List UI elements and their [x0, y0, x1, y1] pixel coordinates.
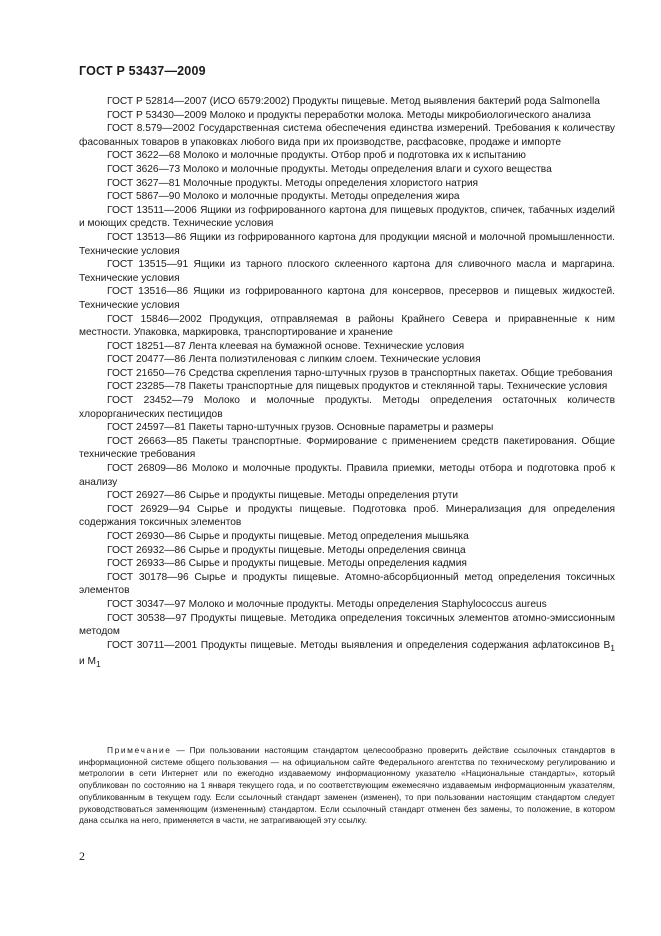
reference-item: ГОСТ 18251—87 Лента клеевая на бумажной основе. Технические условия [107, 340, 465, 352]
reference-item: ГОСТ 26929—94 Сырье и продукты пищевые. Подготовка проб. Минерализация для определения содержания токсичных элементов [79, 503, 615, 529]
reference-item: ГОСТ 13511—2006 Ящики из гофрированного картона для пищевых продуктов, спичек, табачных изделий и моющих средств. Технические условия [79, 204, 615, 230]
reference-item: ГОСТ 26930—86 Сырье и продукты пищевые. Метод определения мышьяка [107, 531, 469, 542]
reference-item: ГОСТ 8.579—2002 Государственная система обеспечения единства измерений. Требования к количеству фасованных товаров в упаковках любого вида при их производстве, расфасовке, продаже и импорте [79, 123, 615, 148]
reference-item: ГОСТ 26933—86 Сырье и продукты пищевые. Методы определения кадмия [107, 558, 467, 570]
reference-item: ГОСТ 26932—86 Сырье и продукты пищевые. Методы определения свинца [107, 544, 466, 556]
reference-item: ГОСТ 26809—86 Молоко и молочные продукты. Правила приемки, методы отбора и подготовка проб к анализу [79, 463, 615, 488]
reference-item: ГОСТ 26663—85 Пакеты транспортные. Формирование с применением средств пакетирования. Общие технические требования [79, 435, 615, 461]
reference-item: ГОСТ 30178—96 Сырье и продукты пищевые. Атомно-абсорбционный метод определения токсичных элементов [79, 571, 615, 597]
reference-item: ГОСТ 30538—97 Продукты пищевые. Методика определения токсичных элементов атомно-эмиссионным методом [79, 612, 615, 638]
reference-item: ГОСТ 13515—91 Ящики из тарного плоского склеенного картона для сливочного масла и маргарина. Технические условия [79, 259, 615, 284]
reference-item: ГОСТ 13513—86 Ящики из гофрированного картона для продукции мясной и молочной промышленности. Технические условия [79, 231, 615, 257]
reference-item: ГОСТ 15846—2002 Продукция, отправляемая в районы Крайнего Севера и приравненные к ним местности. Упаковка, маркировка, транспортирование и хранение [79, 313, 615, 339]
reference-item: ГОСТ 24597—81 Пакеты тарно-штучных грузов. Основные параметры и размеры [107, 422, 494, 434]
page-number: 2 [79, 849, 85, 863]
reference-item: ГОСТ 13516—86 Ящики из гофрированного картона для консервов, пресервов и пищевых жидкостей. Технические условия [79, 286, 615, 311]
reference-item: ГОСТ 21650—76 Средства скрепления тарно-штучных грузов в транспортных пакетах. Общие требования [107, 367, 613, 379]
note-text: — При пользовании настоящим стандартом целесообразно проверить действие ссылочных стандартов в информационной системе общего пользования — на официальном сайте Федерального агентства по техническому регулированию и метрологии в сети Интернет или по ежегодно издаваемому информационному указателю «Национальные стандарты», который опубликован по состоянию на 1 января текущего года, и по соответствующим ежемесячно издаваемым информационным указателям, опубликованным в текущем году. Если ссылочный стандарт заменен (изменен), то при пользовании настоящим стандартом следует руководствоваться заменяющим (измененным) стандартом. Если ссылочный стандарт отменен без замены, то положение, в котором дана ссылка на него, применяется в части, не затрагивающей эту ссылку. [79, 745, 616, 826]
reference-item: ГОСТ 30347—97 Молоко и молочные продукты. Методы определения Staphylococcus aureus [107, 598, 547, 610]
reference-item: ГОСТ 30711—2001 Продукты пищевые. Методы выявления и определения содержания афлатоксинов $B_1$ и $M_1$ [79, 639, 615, 670]
reference-item: ГОСТ Р 52814—2007 (ИСО 6579:2002) Продукты пищевые. Метод выявления бактерий рода Salmonella [107, 96, 600, 107]
reference-item: ГОСТ 3626—73 Молоко и молочные продукты. Методы определения влаги и сухого вещества [107, 163, 552, 175]
reference-item: ГОСТ 26927—86 Сырье и продукты пищевые. Методы определения ртути [107, 490, 459, 502]
note-paragraph [79, 745, 615, 827]
reference-item: ГОСТ 20477—86 Лента полиэтиленовая с липким слоем. Технические условия [107, 354, 481, 366]
reference-item: ГОСТ 3627—81 Молочные продукты. Методы определения хлористого натрия [107, 177, 479, 189]
normative-references-list [79, 95, 615, 672]
reference-item: ГОСТ 23452—79 Молоко и молочные продукты. Методы определения остаточных количеств хлорорганических пестицидов [79, 395, 615, 420]
reference-item: ГОСТ 23285—78 Пакеты транспортные для пищевых продуктов и стеклянной тары. Технические условия [107, 381, 608, 393]
reference-item: ГОСТ 5867—90 Молоко и молочные продукты. Методы определения жира [107, 191, 460, 203]
reference-item: ГОСТ Р 53430—2009 Молоко и продукты переработки молока. Методы микробиологического анализа [107, 109, 591, 121]
reference-item: ГОСТ 3622—68 Молоко и молочные продукты. Отбор проб и подготовка их к испытанию [107, 150, 526, 162]
note-label: Примечание [107, 745, 172, 755]
document-header: ГОСТ Р 53437—2009 [79, 64, 206, 78]
